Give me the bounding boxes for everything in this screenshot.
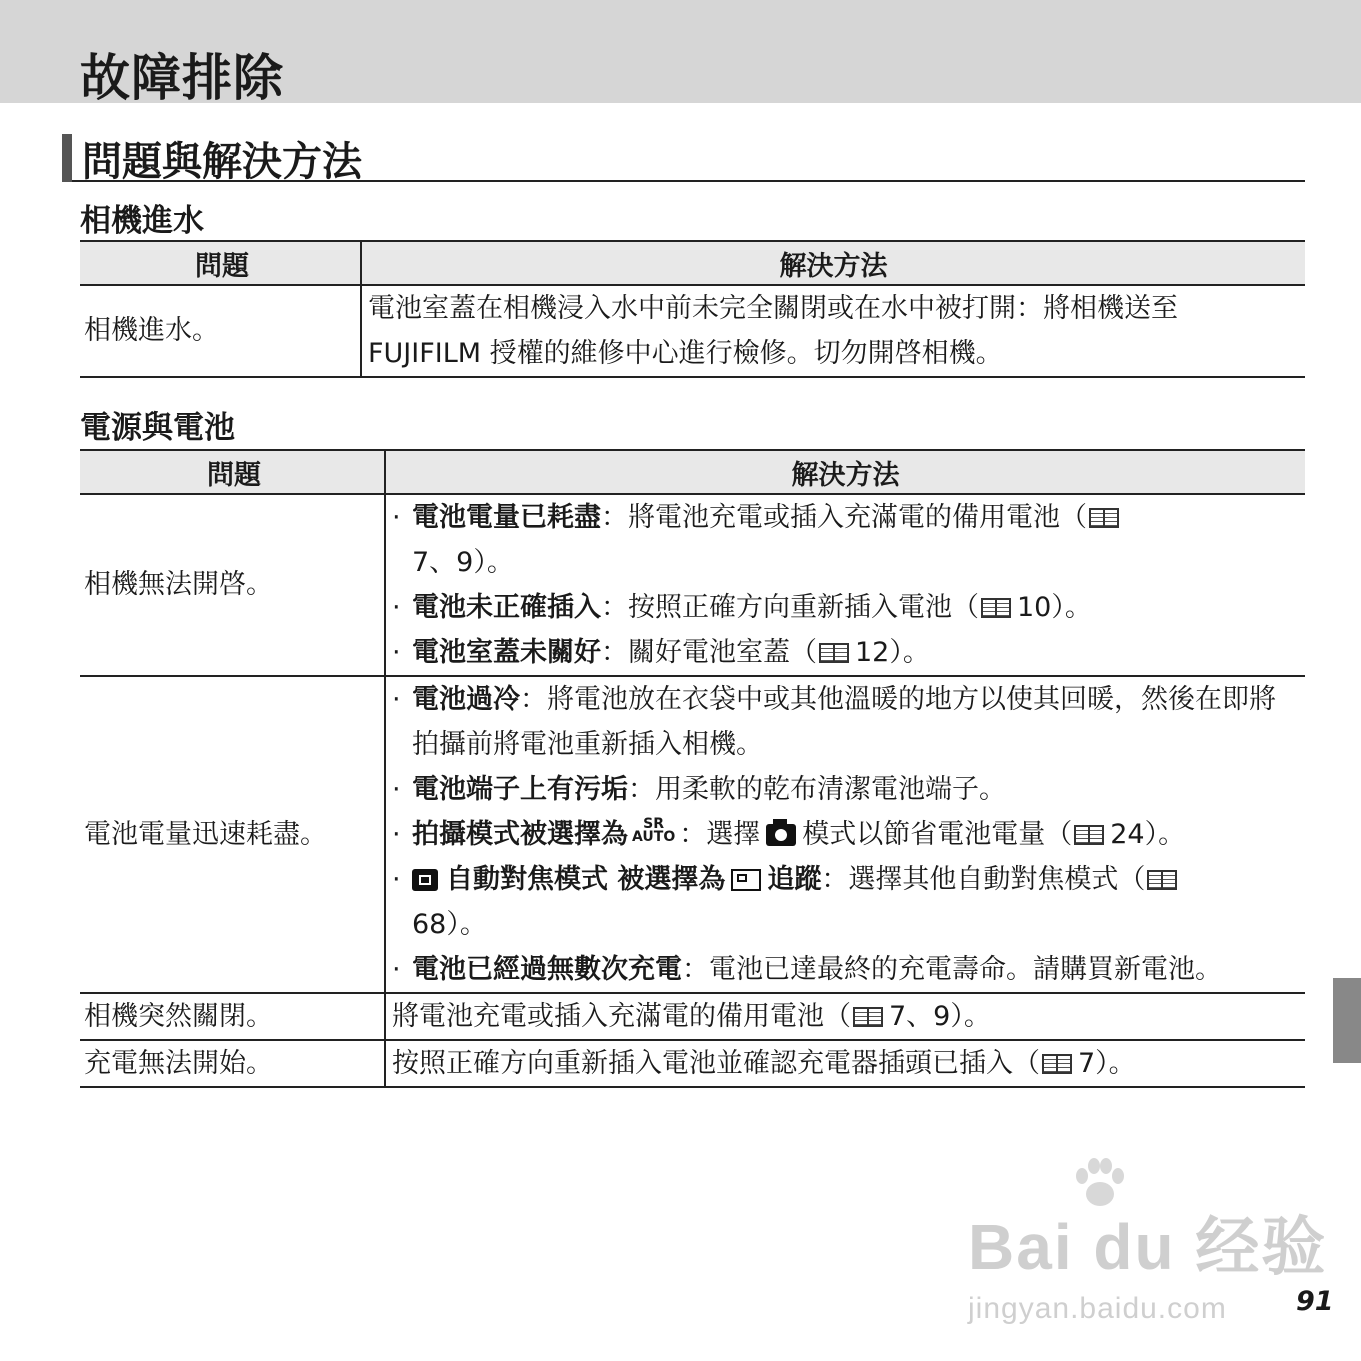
subheading-power: 電源與電池 — [80, 410, 235, 446]
list-item: · 電池室蓋未關好：關好電池室蓋（ 12）。 — [392, 637, 930, 668]
table-row — [80, 1040, 1305, 1087]
book-icon — [1089, 508, 1119, 528]
list-item: · 電池過冷：將電池放在衣袋中或其他溫暖的地方以使其回暖，然後在即將拍攝前將電池重新插入相機。 — [392, 684, 1276, 760]
section-side-tab — [1333, 978, 1361, 1063]
col-solution-header: 解決方法 — [361, 241, 1305, 285]
book-icon — [1147, 870, 1177, 890]
page-number: 91 — [1296, 1286, 1334, 1317]
autofocus-icon — [412, 869, 438, 891]
problem-cell: 相機突然關閉。 — [80, 993, 385, 1040]
col-problem-header: 問題 — [80, 450, 385, 494]
solution-cell: 按照正確方向重新插入電池並確認充電器插頭已插入（ 7）。 — [385, 1040, 1305, 1087]
list-item: · 電池電量已耗盡：將電池充電或插入充滿電的備用電池（7、9）。 — [392, 495, 1299, 585]
table-row — [80, 993, 1305, 1040]
solution-cell: 電池室蓋在相機浸入水中前未完全關閉或在水中被打開：將相機送至 FUJIFILM 授權的維修中心進行檢修。切勿開啓相機。 — [361, 285, 1305, 377]
solution-cell — [385, 494, 1305, 676]
col-solution-header: 解決方法 — [385, 450, 1305, 494]
col-problem-header: 問題 — [80, 241, 361, 285]
table-row — [80, 285, 1305, 377]
book-icon — [981, 598, 1011, 618]
list-item: · 電池未正確插入：按照正確方向重新插入電池（ 10）。 — [392, 592, 1092, 623]
book-icon — [853, 1007, 883, 1027]
page-title: 故障排除 — [80, 49, 284, 107]
baidu-watermark: Bai du 经验 jingyan.baidu.com — [968, 1160, 1327, 1326]
list-item: · 電池已經過無數次充電：電池已達最終的充電壽命。請購買新電池。 — [392, 954, 1222, 985]
tracking-icon — [731, 869, 761, 891]
table-row — [80, 494, 1305, 676]
problem-cell: 電池電量迅速耗盡。 — [80, 676, 385, 993]
book-icon — [819, 643, 849, 663]
problem-cell: 相機進水。 — [80, 285, 361, 377]
book-icon — [1074, 825, 1104, 845]
solution-cell — [385, 676, 1305, 993]
table-row — [80, 676, 1305, 993]
list-item: · 自動對焦模式 被選擇為 追蹤：選擇其他自動對焦模式（68）。 — [392, 857, 1299, 947]
water-table — [80, 240, 1305, 378]
table-header-row — [80, 450, 1305, 494]
solution-cell: 將電池充電或插入充滿電的備用電池（ 7、9）。 — [385, 993, 1305, 1040]
power-table — [80, 449, 1305, 1088]
problem-cell: 相機無法開啓。 — [80, 494, 385, 676]
list-item: · 拍攝模式被選擇為 SR AUTO ：選擇 模式以節省電池電量（ 24）。 — [392, 816, 1186, 850]
camera-icon — [766, 824, 796, 846]
sr-auto-icon: SR AUTO — [632, 816, 676, 845]
problem-cell: 充電無法開始。 — [80, 1040, 385, 1087]
section-title-bar — [62, 134, 72, 182]
section-title-text: 問題與解決方法 — [82, 139, 362, 185]
subheading-water: 相機進水 — [80, 203, 204, 239]
list-item: · 電池端子上有污垢：用柔軟的乾布清潔電池端子。 — [392, 774, 1006, 805]
section-title — [62, 130, 1305, 185]
book-icon — [1042, 1054, 1072, 1074]
table-header-row — [80, 241, 1305, 285]
paw-icon — [1068, 1156, 1128, 1216]
